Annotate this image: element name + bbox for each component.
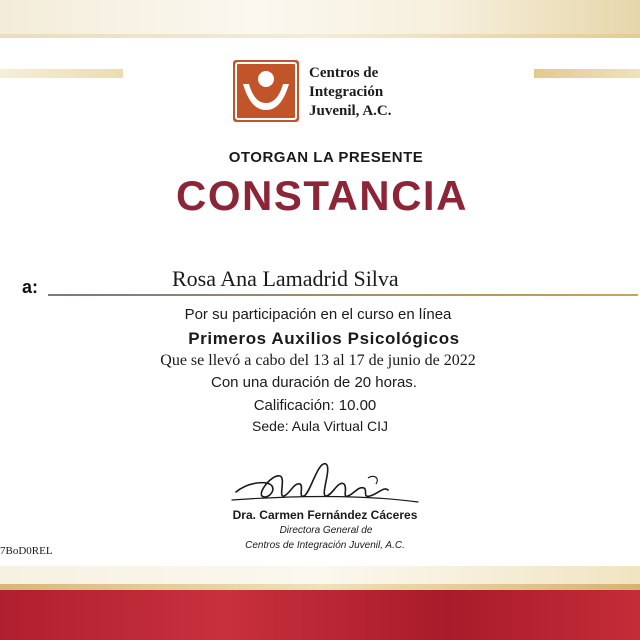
signatory-title: Directora General de: [279, 525, 373, 536]
recipient-name: Rosa Ana Lamadrid Silva: [172, 266, 399, 291]
cij-logo-icon: [233, 60, 299, 122]
certificate-title: CONSTANCIA: [176, 172, 468, 219]
signature-icon: [228, 456, 428, 516]
course-venue: Sede: Aula Virtual CIJ: [252, 418, 388, 434]
course-name: Primeros Auxilios Psicológicos: [188, 329, 460, 348]
right-gold-stripe: [534, 69, 640, 78]
recipient-prefix: a:: [22, 277, 39, 297]
course-duration: Con una duración de 20 horas.: [211, 374, 417, 391]
recipient-underline: [48, 294, 638, 296]
signatory-name: Dra. Carmen Fernández Cáceres: [232, 508, 418, 522]
certificate-preamble: OTORGAN LA PRESENTE: [228, 149, 424, 166]
organization-name-line-1: Centros de: [309, 65, 379, 81]
cij-logo: [233, 60, 299, 122]
top-decorative-band: [0, 0, 640, 38]
organization-name: [309, 64, 449, 121]
participation-text: Por su participación en el curso en línea: [184, 306, 452, 323]
left-gold-stripe: [0, 69, 123, 78]
organization-name-line-3: Juvenil, A.C.: [309, 103, 392, 119]
course-dates: Que se llevó a cabo del 13 al 17 de junio de 2022: [160, 352, 476, 369]
signatory-organization: Centros de Integración Juvenil, A.C.: [245, 540, 405, 551]
course-grade: Calificación: 10.00: [253, 397, 377, 414]
bottom-gold-band: [0, 566, 640, 584]
folio-code: 7BoD0REL: [0, 545, 53, 557]
organization-name-line-2: Integración: [309, 84, 384, 100]
bottom-red-band: [0, 584, 640, 640]
